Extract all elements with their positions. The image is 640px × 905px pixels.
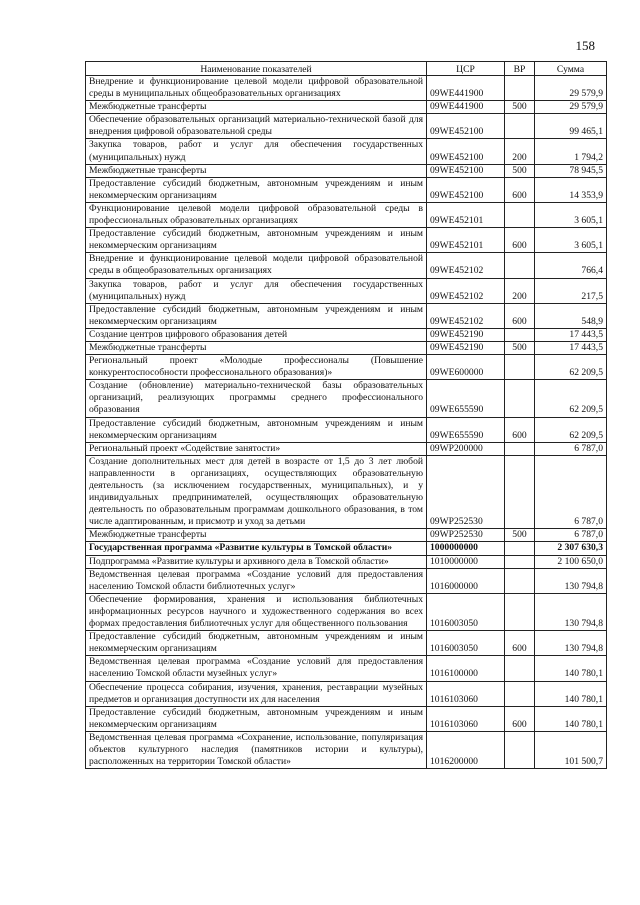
row-vr-cell <box>505 253 535 278</box>
row-name-cell: Предоставление субсидий бюджетным, автономным учреждениям и иным некоммерческим организациям <box>86 706 427 731</box>
row-sum-cell: 29 579,9 <box>535 76 607 101</box>
row-name-cell: Региональный проект «Содействие занятости» <box>86 442 427 455</box>
row-csr-cell: 1016100000 <box>427 656 505 681</box>
row-name-cell: Предоставление субсидий бюджетным, автономным учреждениям и иным некоммерческим организациям <box>86 417 427 442</box>
row-sum-cell: 130 794,8 <box>535 631 607 656</box>
row-csr-cell: 09WE452100 <box>427 164 505 177</box>
row-csr-cell: 1016003050 <box>427 631 505 656</box>
row-sum-cell: 17 443,5 <box>535 341 607 354</box>
row-vr-cell <box>505 555 535 568</box>
row-vr-cell: 600 <box>505 631 535 656</box>
table-header-row <box>86 62 607 76</box>
row-vr-cell <box>505 542 535 555</box>
row-vr-cell <box>505 455 535 529</box>
budget-table <box>85 61 607 769</box>
table-row <box>86 114 607 139</box>
row-vr-cell: 600 <box>505 177 535 202</box>
table-row <box>86 455 607 529</box>
header-sum: Сумма <box>535 62 607 76</box>
table-row <box>86 681 607 706</box>
row-csr-cell: 09WE655590 <box>427 417 505 442</box>
row-vr-cell: 200 <box>505 278 535 303</box>
table-row <box>86 706 607 731</box>
row-vr-cell: 500 <box>505 529 535 542</box>
row-name-cell: Межбюджетные трансферты <box>86 341 427 354</box>
row-name-cell: Закупка товаров, работ и услуг для обеспечения государственных (муниципальных) нужд <box>86 278 427 303</box>
row-sum-cell: 2 307 630,3 <box>535 542 607 555</box>
row-vr-cell: 600 <box>505 228 535 253</box>
row-name-cell: Ведомственная целевая программа «Создание условий для предоставления населению Томской области музейных услуг» <box>86 656 427 681</box>
table-row <box>86 529 607 542</box>
row-csr-cell: 09WE441900 <box>427 76 505 101</box>
row-name-cell: Внедрение и функционирование целевой модели цифровой образовательной среды в общеобразовательных организациях <box>86 253 427 278</box>
table-row <box>86 228 607 253</box>
row-name-cell: Предоставление субсидий бюджетным, автономным учреждениям и иным некоммерческим организациям <box>86 177 427 202</box>
row-csr-cell: 09WE452190 <box>427 341 505 354</box>
row-csr-cell: 1016000000 <box>427 568 505 593</box>
row-vr-cell <box>505 681 535 706</box>
row-vr-cell <box>505 355 535 380</box>
table-row <box>86 656 607 681</box>
table-row <box>86 139 607 164</box>
row-vr-cell <box>505 593 535 630</box>
table-row <box>86 278 607 303</box>
row-csr-cell: 09WE452101 <box>427 228 505 253</box>
row-sum-cell: 62 209,5 <box>535 355 607 380</box>
row-name-cell: Закупка товаров, работ и услуг для обеспечения государственных (муниципальных) нужд <box>86 139 427 164</box>
row-sum-cell: 78 945,5 <box>535 164 607 177</box>
row-vr-cell <box>505 328 535 341</box>
row-sum-cell: 140 780,1 <box>535 681 607 706</box>
row-name-cell: Межбюджетные трансферты <box>86 529 427 542</box>
row-sum-cell: 101 500,7 <box>535 731 607 768</box>
row-sum-cell: 140 780,1 <box>535 706 607 731</box>
row-name-cell: Внедрение и функционирование целевой модели цифровой образовательной среды в муниципальных общеобразовательных организациях <box>86 76 427 101</box>
row-vr-cell: 600 <box>505 303 535 328</box>
row-csr-cell: 09WP252530 <box>427 529 505 542</box>
row-name-cell: Обеспечение образовательных организаций материально-технической базой для внедрения цифровой образовательной среды <box>86 114 427 139</box>
row-vr-cell: 500 <box>505 164 535 177</box>
row-csr-cell: 1016103060 <box>427 706 505 731</box>
table-row <box>86 76 607 101</box>
row-sum-cell: 140 780,1 <box>535 656 607 681</box>
row-vr-cell <box>505 568 535 593</box>
row-vr-cell <box>505 442 535 455</box>
header-name: Наименование показателей <box>86 62 427 76</box>
row-sum-cell: 3 605,1 <box>535 202 607 227</box>
row-csr-cell: 1000000000 <box>427 542 505 555</box>
table-row <box>86 631 607 656</box>
row-vr-cell: 200 <box>505 139 535 164</box>
row-sum-cell: 62 209,5 <box>535 417 607 442</box>
row-sum-cell: 130 794,8 <box>535 593 607 630</box>
table-row <box>86 555 607 568</box>
page-number: 158 <box>575 38 595 53</box>
row-csr-cell: 09WP252530 <box>427 455 505 529</box>
row-sum-cell: 99 465,1 <box>535 114 607 139</box>
table-row <box>86 341 607 354</box>
table-row <box>86 542 607 555</box>
row-name-cell: Создание (обновление) материально-технической базы образовательных организаций, реализующих программы среднего профессионального образования <box>86 380 427 417</box>
row-name-cell: Государственная программа «Развитие культуры в Томской области» <box>86 542 427 555</box>
table-row <box>86 442 607 455</box>
row-csr-cell: 09WE600000 <box>427 355 505 380</box>
row-csr-cell: 09WE452100 <box>427 139 505 164</box>
row-csr-cell: 09WE452100 <box>427 177 505 202</box>
row-sum-cell: 29 579,9 <box>535 101 607 114</box>
row-name-cell: Ведомственная целевая программа «Сохранение, использование, популяризация объектов культурного наследия (памятников истории и культуры), расположенных на территории Томской области» <box>86 731 427 768</box>
row-sum-cell: 1 794,2 <box>535 139 607 164</box>
row-name-cell: Региональный проект «Молодые профессионалы (Повышение конкурентоспособности профессионального образования)» <box>86 355 427 380</box>
row-sum-cell: 6 787,0 <box>535 442 607 455</box>
row-sum-cell: 130 794,8 <box>535 568 607 593</box>
header-csr: ЦСР <box>427 62 505 76</box>
table-row <box>86 380 607 417</box>
row-vr-cell: 500 <box>505 101 535 114</box>
table-row <box>86 731 607 768</box>
table-row <box>86 164 607 177</box>
row-sum-cell: 17 443,5 <box>535 328 607 341</box>
row-vr-cell <box>505 76 535 101</box>
row-sum-cell: 6 787,0 <box>535 455 607 529</box>
row-sum-cell: 3 605,1 <box>535 228 607 253</box>
table-row <box>86 355 607 380</box>
table-row <box>86 568 607 593</box>
table-row <box>86 593 607 630</box>
row-vr-cell <box>505 380 535 417</box>
row-csr-cell: 09WE452102 <box>427 253 505 278</box>
row-name-cell: Предоставление субсидий бюджетным, автономным учреждениям и иным некоммерческим организациям <box>86 303 427 328</box>
row-name-cell: Обеспечение формирования, хранения и использования библиотечных информационных ресурсов научного и художественного содержания во всех формах предоставления библиотечных услуг для общественного пользования <box>86 593 427 630</box>
row-name-cell: Подпрограмма «Развитие культуры и архивного дела в Томской области» <box>86 555 427 568</box>
row-sum-cell: 217,5 <box>535 278 607 303</box>
table-body <box>86 76 607 769</box>
row-csr-cell: 1016200000 <box>427 731 505 768</box>
row-csr-cell: 1016103060 <box>427 681 505 706</box>
row-csr-cell: 09WE452100 <box>427 114 505 139</box>
row-csr-cell: 09WE452102 <box>427 303 505 328</box>
row-sum-cell: 548,9 <box>535 303 607 328</box>
row-csr-cell: 09WE452190 <box>427 328 505 341</box>
row-csr-cell: 09WE452102 <box>427 278 505 303</box>
row-vr-cell <box>505 202 535 227</box>
table-row <box>86 202 607 227</box>
row-sum-cell: 766,4 <box>535 253 607 278</box>
row-sum-cell: 14 353,9 <box>535 177 607 202</box>
row-name-cell: Ведомственная целевая программа «Создание условий для предоставления населению Томской области библиотечных услуг» <box>86 568 427 593</box>
row-name-cell: Предоставление субсидий бюджетным, автономным учреждениям и иным некоммерческим организациям <box>86 631 427 656</box>
row-vr-cell <box>505 114 535 139</box>
row-name-cell: Функционирование целевой модели цифровой образовательной среды в профессиональных образовательных организациях <box>86 202 427 227</box>
row-vr-cell: 500 <box>505 341 535 354</box>
row-name-cell: Создание дополнительных мест для детей в возрасте от 1,5 до 3 лет любой направленности в организациях, осуществляющих образовательную деятельность (за исключением государственных, муниципальных), и у индивидуальных предпринимателей, осуществляющих образовательную деятельность по образовательным программам дошкольного образования, в том числе адаптированным, и присмотр и уход за детьми <box>86 455 427 529</box>
row-name-cell: Предоставление субсидий бюджетным, автономным учреждениям и иным некоммерческим организациям <box>86 228 427 253</box>
row-sum-cell: 6 787,0 <box>535 529 607 542</box>
row-name-cell: Создание центров цифрового образования детей <box>86 328 427 341</box>
row-vr-cell: 600 <box>505 417 535 442</box>
row-name-cell: Обеспечение процесса собирания, изучения, хранения, реставрации музейных предметов и организация доступности их для населения <box>86 681 427 706</box>
table-row <box>86 328 607 341</box>
row-csr-cell: 09WE655590 <box>427 380 505 417</box>
table-row <box>86 253 607 278</box>
row-csr-cell: 1016003050 <box>427 593 505 630</box>
header-vr: ВР <box>505 62 535 76</box>
row-csr-cell: 09WE452101 <box>427 202 505 227</box>
row-name-cell: Межбюджетные трансферты <box>86 164 427 177</box>
table-row <box>86 101 607 114</box>
row-name-cell: Межбюджетные трансферты <box>86 101 427 114</box>
row-vr-cell <box>505 731 535 768</box>
table-row <box>86 303 607 328</box>
row-csr-cell: 1010000000 <box>427 555 505 568</box>
row-csr-cell: 09WP200000 <box>427 442 505 455</box>
row-csr-cell: 09WE441900 <box>427 101 505 114</box>
row-vr-cell: 600 <box>505 706 535 731</box>
row-sum-cell: 62 209,5 <box>535 380 607 417</box>
table-row <box>86 177 607 202</box>
row-vr-cell <box>505 656 535 681</box>
table-row <box>86 417 607 442</box>
row-sum-cell: 2 100 650,0 <box>535 555 607 568</box>
